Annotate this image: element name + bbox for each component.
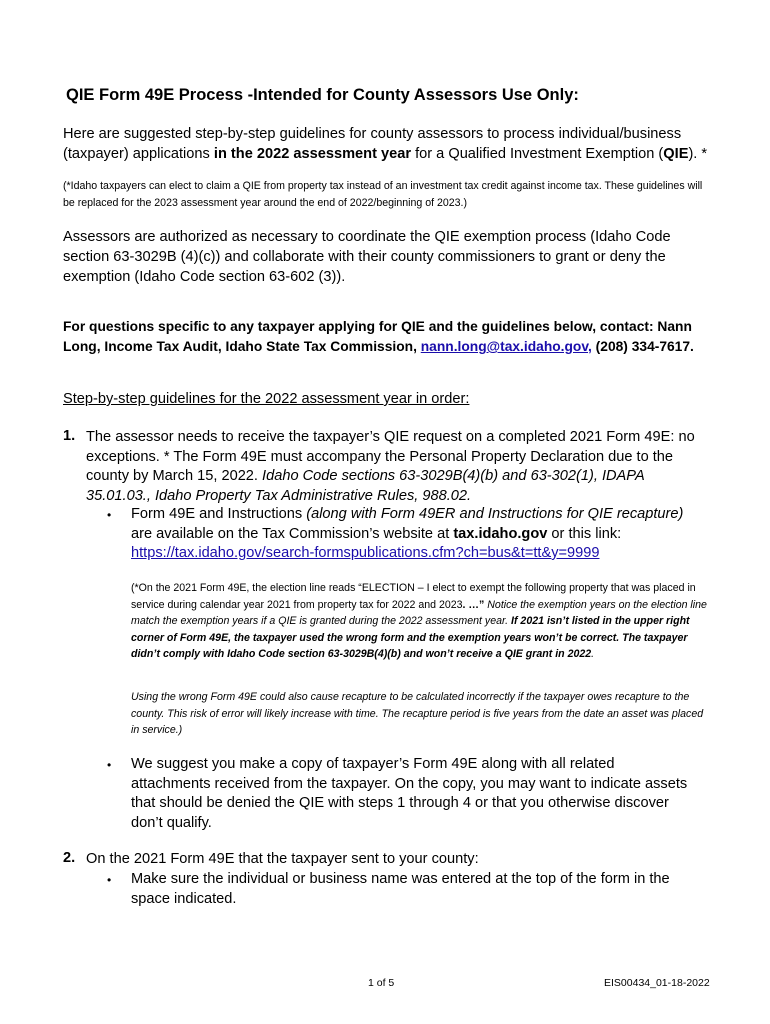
intro-text: Here are suggested step-by-step guidelines for county assessors to process individual/business (taxpayer) applications (63, 126, 682, 162)
bullet-icon: • (107, 758, 112, 772)
election-notice: Notice the exemption years on the election line match the exemption years if a QIE is granted during the 2022 assessment year. (131, 598, 707, 627)
step-2-number: 2. (63, 850, 76, 866)
contact-paragraph (63, 317, 723, 357)
bullet-icon: • (107, 873, 112, 887)
bullet-1-site: tax.idaho.gov (453, 525, 548, 542)
bullet-1-text-3: or this link: (547, 525, 622, 542)
page-number: 1 of 5 (368, 977, 395, 989)
bullet-icon: • (107, 508, 112, 522)
authority-paragraph: Assessors are authorized as necessary to coordinate the QIE exemption process (Idaho Code section 63-3029B (4)(c)) and collaborate with their county commissioners to grant or deny the exemption (Idaho Code section 63-602 (3)). (63, 229, 671, 285)
step-1-citation: Idaho Code sections 63-3029B(4)(b) and 63-302(1), IDAPA 35.01.03., Idaho Property Tax Administrative Rules, 988.02. (86, 468, 645, 504)
step-2-text: On the 2021 Form 49E that the taxpayer sent to your county: (86, 851, 479, 867)
step-1-plain: The assessor needs to receive the taxpayer’s QIE request on a completed 2021 Form 49E: no exceptions. * The Form 49E must accompany the Personal Property Declaration due to the county by March 15, 2022. (86, 429, 695, 484)
bullet-1-text-2: are available on the Tax Commission’s website at (131, 525, 454, 542)
document-code: EIS00434_01-18-2022 (604, 977, 710, 989)
intro-bold-text: in the 2022 assessment year (213, 146, 412, 162)
election-note (131, 580, 709, 663)
contact-email-link[interactable]: nann.long@tax.idaho.gov, (420, 339, 592, 354)
election-quote: (*On the 2021 Form 49E, the election line reads “ELECTION – I elect to exempt the following property that was placed in service during calendar year 2021 from property tax for 2022 and 2023 (131, 582, 696, 611)
intro-qie-bold: QIE (663, 146, 689, 162)
step-1-number: 1. (63, 428, 76, 444)
step-2-bullet-1: Make sure the individual or business name was entered at the top of the form in the space indicated. (131, 871, 670, 907)
intro-paragraph (63, 124, 713, 164)
bullet-1-text: Form 49E and Instructions (131, 506, 307, 522)
recapture-note: Using the wrong Form 49E could also cause recapture to be calculated incorrectly if the taxpayer owes recapture to the county. This risk of error will likely increase with time. The recapture period is five years from the date an asset was placed in service.) (131, 691, 704, 736)
forms-link[interactable]: https://tax.idaho.gov/search-formspublications.cfm?ch=bus&t=tt&y=9999 (131, 545, 600, 561)
page-title: QIE Form 49E Process -Intended for County Assessors Use Only: (66, 86, 579, 104)
bullet-1-italic: (along with Form 49ER and Instructions for QIE recapture) (306, 506, 684, 522)
step-1-bullet-1 (131, 505, 691, 564)
steps-heading: Step-by-step guidelines for the 2022 assessment year in order: (63, 391, 470, 407)
step-1-bullet-2: We suggest you make a copy of taxpayer’s Form 49E along with all related attachments received from the taxpayer. On the copy, you may want to indicate assets that should be denied the QIE with steps 1 through 4 or that you otherwise discover don’t qualify. (131, 756, 688, 831)
footnote-paragraph: (*Idaho taxpayers can elect to claim a QIE from property tax instead of an investment tax credit against income tax. These guidelines will be replaced for the 2023 assessment year around the end of 2022/beginning of 2023.) (63, 180, 703, 209)
intro-text-3: ). * (688, 146, 708, 162)
election-quote-end: . …” (462, 598, 485, 611)
step-1-text (86, 428, 700, 506)
contact-text: For questions specific to any taxpayer applying for QIE and the guidelines below, contact: Nann Long, Income Tax Audit, Idaho State Tax Commission, (63, 319, 692, 354)
contact-phone: (208) 334-7617. (591, 339, 694, 354)
election-warning: If 2021 isn’t listed in the upper right corner of Form 49E, the taxpayer used the wrong form and the exemption years won’t be correct. The taxpayer didn’t comply with Idaho Code section 63-3029B(4)(b) and won’t receive a QIE grant in 2022 (131, 615, 690, 660)
election-end: . (591, 648, 595, 660)
intro-text-2: for a Qualified Investment Exemption ( (411, 146, 664, 162)
